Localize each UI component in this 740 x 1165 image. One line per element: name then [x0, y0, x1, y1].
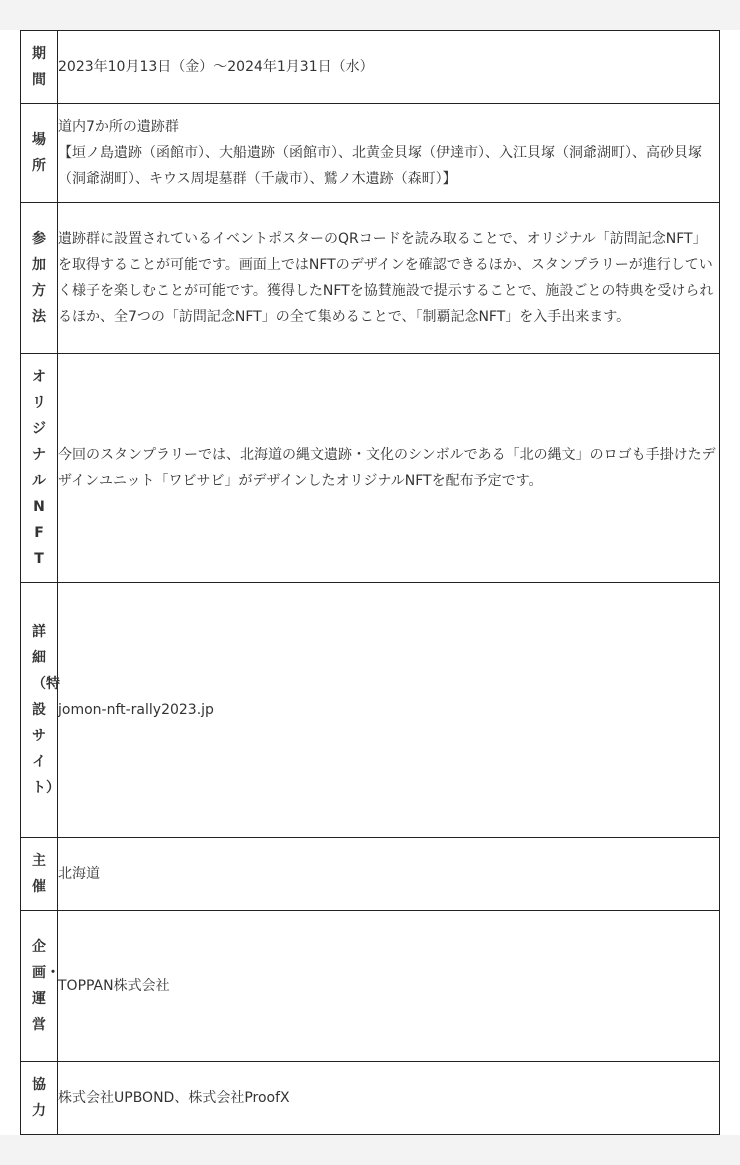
row-label-cell — [21, 104, 58, 203]
row-value-cell — [58, 911, 720, 1062]
row-label: 参加方法 — [32, 231, 46, 325]
row-value-cell — [58, 1062, 720, 1135]
planning-text: TOPPAN株式会社 — [58, 978, 170, 994]
location-sites: 【垣ノ島遺跡（函館市）、大船遺跡（函館市）、北黄金貝塚（伊達市）、入江貝塚（洞爺湖町）、高砂貝塚（洞爺湖町）、キウス周堤墓群（千歳市）、鷲ノ木遺跡（森町）】 — [58, 145, 702, 187]
row-label-cell — [21, 583, 58, 838]
organizer-text: 北海道 — [58, 866, 100, 882]
row-value-cell — [58, 104, 720, 203]
table-row — [21, 354, 720, 583]
table-row — [21, 31, 720, 104]
row-value-cell — [58, 838, 720, 911]
row-label-cell — [21, 1062, 58, 1135]
table-row — [21, 104, 720, 203]
row-label: オリジナルNFT — [32, 369, 46, 567]
row-label-cell — [21, 911, 58, 1062]
row-value-cell — [58, 354, 720, 583]
table-row — [21, 911, 720, 1062]
row-value-cell — [58, 203, 720, 354]
table-row — [21, 203, 720, 354]
row-label-cell — [21, 203, 58, 354]
row-label: 詳細（特設サイト） — [32, 624, 60, 796]
row-label: 主催 — [32, 853, 46, 895]
table-row — [21, 1062, 720, 1135]
row-label: 協力 — [32, 1077, 46, 1119]
row-label-cell — [21, 838, 58, 911]
location-summary: 道内7か所の遺跡群 — [58, 119, 179, 135]
cooperation-text: 株式会社UPBOND、株式会社ProofX — [58, 1090, 290, 1106]
row-label-cell — [21, 31, 58, 104]
content-area — [0, 30, 740, 1135]
row-label-cell — [21, 354, 58, 583]
table-row — [21, 583, 720, 838]
participation-text: 遺跡群に設置されているイベントポスターのQRコードを読み取ることで、オリジナル「訪問記念NFT」を取得することが可能です。画面上ではNFTのデザインを確認できるほか、スタンプラリーが進行していく様子を楽しむことが可能です。獲得したNFTを協賛施設で提示することで、施設ごとの特典を受けられるほか、全7つの「訪問記念NFT」の全て集めることで、「制覇記念NFT」を入手出来ます。 — [58, 231, 714, 325]
row-label: 期間 — [32, 46, 46, 88]
row-label: 企画・運営 — [32, 939, 60, 1033]
event-info-table — [20, 30, 720, 1135]
original-nft-text: 今回のスタンプラリーでは、北海道の縄文遺跡・文化のシンボルである「北の縄文」のロゴも手掛けたデザインユニット「ワビサビ」がデザインしたオリジナルNFTを配布予定です。 — [58, 447, 716, 489]
row-value-cell — [58, 583, 720, 838]
period-text: 2023年10月13日（金）〜2024年1月31日（水） — [58, 59, 374, 75]
row-value-cell — [58, 31, 720, 104]
table-row — [21, 838, 720, 911]
row-label: 場所 — [32, 132, 46, 174]
site-url-text: jomon-nft-rally2023.jp — [58, 702, 214, 718]
